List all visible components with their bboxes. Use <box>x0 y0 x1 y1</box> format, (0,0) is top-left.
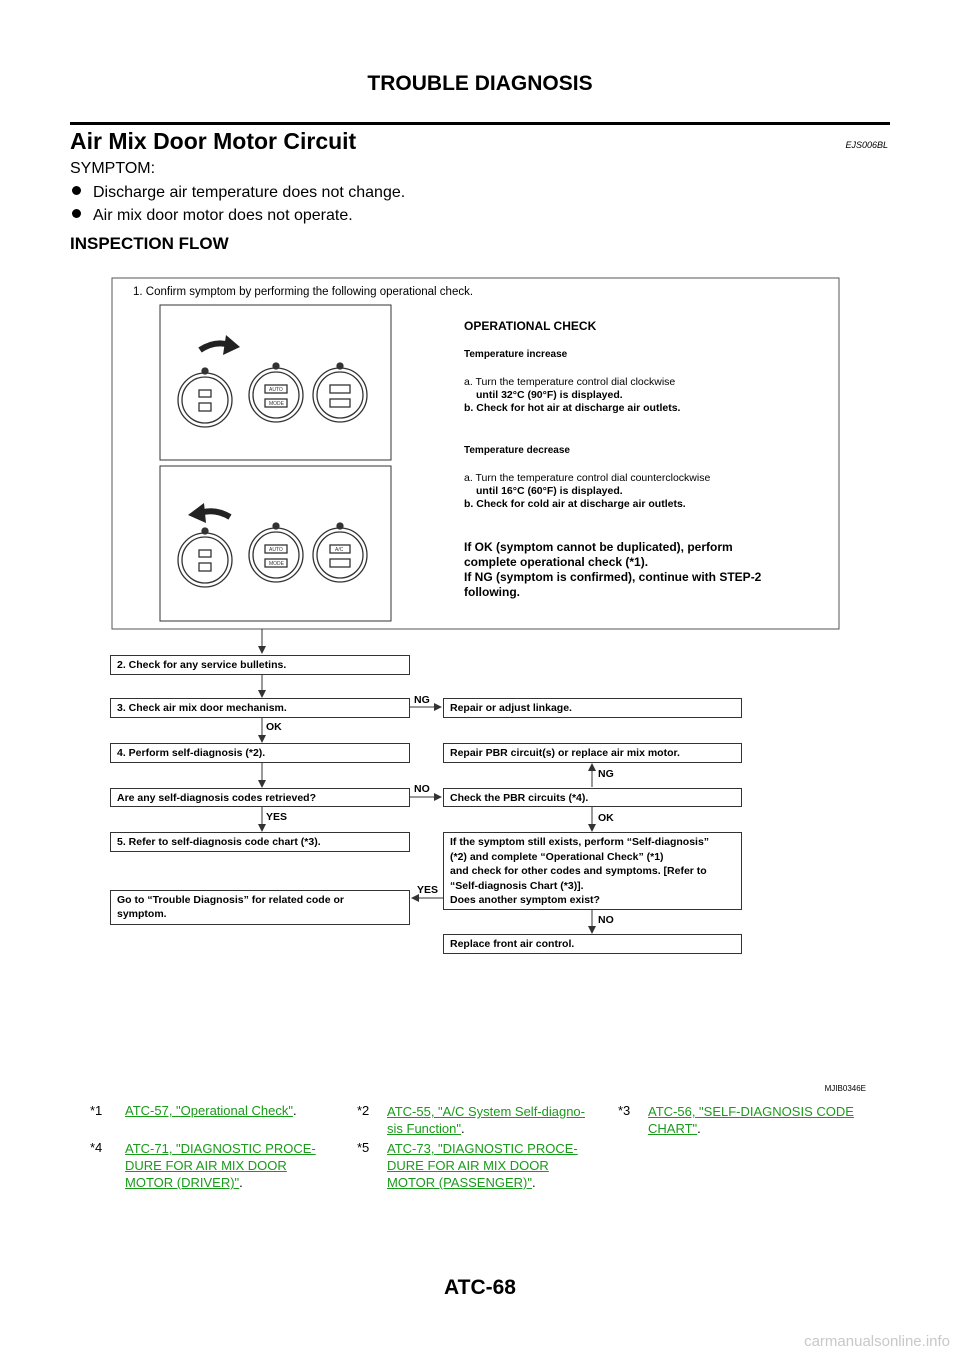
flow-label-ng: NG <box>598 768 614 780</box>
watermark: carmanualsonline.info <box>804 1333 950 1350</box>
footnote-4: ATC-71, "DIAGNOSTIC PROCE- DURE FOR AIR MIX DOOR MOTOR (DRIVER)". <box>125 1141 316 1190</box>
op-check-title: OPERATIONAL CHECK <box>464 319 597 333</box>
footnote-2: ATC-55, "A/C System Self-diagno- sis Function". <box>387 1104 585 1136</box>
op-result-line: If OK (symptom cannot be duplicated), perform <box>464 540 733 554</box>
footnote-link[interactable]: MOTOR (PASSENGER)" <box>387 1175 532 1190</box>
flow-label-ok: OK <box>598 812 614 824</box>
flow-label-yes: YES <box>417 884 439 896</box>
dial-label-mode: MODE <box>269 561 284 567</box>
footnote-link[interactable]: ATC-55, "A/C System Self-diagno- <box>387 1104 585 1119</box>
footnote-5: ATC-73, "DIAGNOSTIC PROCE- DURE FOR AIR MIX DOOR MOTOR (PASSENGER)". <box>387 1141 578 1190</box>
figure-code: MJIB0346E <box>824 1084 866 1093</box>
section-code: EJS006BL <box>845 140 888 150</box>
dial-label-ac: A/C <box>335 547 344 553</box>
flow-label-no: NO <box>598 914 614 926</box>
temp-decrease-step-b: b. Check for cold air at discharge air outlets. <box>464 498 686 510</box>
footnote-3: ATC-56, "SELF-DIAGNOSIS CODE CHART". <box>648 1104 854 1136</box>
footnote-link[interactable]: DURE FOR AIR MIX DOOR <box>125 1158 287 1173</box>
footnote-link[interactable]: DURE FOR AIR MIX DOOR <box>387 1158 549 1173</box>
flow-label-ng: NG <box>414 694 430 706</box>
flow-replace-front-control: Replace front air control. <box>443 934 742 954</box>
footnote-num: *3 <box>618 1103 631 1118</box>
temp-decrease-title: Temperature decrease <box>464 445 570 456</box>
flow-step-4: 4. Perform self-diagnosis (*2). <box>110 743 410 763</box>
flow-repair-pbr: Repair PBR circuit(s) or replace air mix motor. <box>443 743 742 763</box>
flow-check-pbr: Check the PBR circuits (*4). <box>443 788 742 807</box>
control-panel-illustration <box>160 305 391 621</box>
section-title: Air Mix Door Motor Circuit <box>70 128 357 154</box>
flow-label-ok: OK <box>266 721 282 733</box>
temp-decrease-step-a-cont: until 16°C (60°F) is displayed. <box>476 485 623 497</box>
temp-increase-step-a: a. Turn the temperature control dial clockwise <box>464 376 676 388</box>
footnote-link[interactable]: CHART" <box>648 1121 698 1136</box>
flow-label-no: NO <box>414 783 430 795</box>
footnote-num: *2 <box>357 1103 370 1118</box>
page-header-title: TROUBLE DIAGNOSIS <box>367 72 593 95</box>
footnote-1: ATC-57, "Operational Check". <box>125 1103 297 1118</box>
flow-goto-trouble-diagnosis: Go to “Trouble Diagnosis” for related code or symptom. <box>110 890 410 925</box>
footnote-link[interactable]: MOTOR (DRIVER)" <box>125 1175 240 1190</box>
dial-label-mode: MODE <box>269 401 284 407</box>
op-result-line: complete operational check (*1). <box>464 555 649 569</box>
footnote-num: *4 <box>90 1140 103 1155</box>
op-result-line: If NG (symptom is confirmed), continue with STEP-2 <box>464 570 762 584</box>
footnote-link[interactable]: sis Function" <box>387 1121 461 1136</box>
footnote-link[interactable]: ATC-73, "DIAGNOSTIC PROCE- <box>387 1141 578 1156</box>
page-number: ATC-68 <box>444 1276 516 1299</box>
temp-decrease-step-a: a. Turn the temperature control dial counterclockwise <box>464 472 711 484</box>
flow-symptom-still-exists: If the symptom still exists, perform “Self-diagnosis” (*2) and complete “Operational Check” (*1) and check for other codes and symptoms. [Refer to “Self-diagnosis Chart (*3)]. Does another symptom exist? <box>443 832 742 910</box>
dial-label-auto: AUTO <box>269 547 283 553</box>
flow-step-2: 2. Check for any service bulletins. <box>110 655 410 675</box>
footnote-link[interactable]: ATC-71, "DIAGNOSTIC PROCE- <box>125 1141 316 1156</box>
inspection-flow-heading: INSPECTION FLOW <box>70 234 229 253</box>
dial-label-auto: AUTO <box>269 387 283 393</box>
footnote-link[interactable]: ATC-57, "Operational Check" <box>125 1103 293 1118</box>
symptom-label: SYMPTOM: <box>70 160 156 177</box>
temp-increase-title: Temperature increase <box>464 349 568 360</box>
footnote-link[interactable]: ATC-56, "SELF-DIAGNOSIS CODE <box>648 1104 854 1119</box>
step1-text: 1. Confirm symptom by performing the following operational check. <box>133 286 474 298</box>
op-result-line: following. <box>464 585 520 599</box>
flow-codes-question: Are any self-diagnosis codes retrieved? <box>110 788 410 807</box>
flow-label-yes: YES <box>266 811 288 823</box>
footnote-num: *1 <box>90 1103 103 1118</box>
footnote-num: *5 <box>357 1140 370 1155</box>
temp-increase-step-b: b. Check for hot air at discharge air outlets. <box>464 402 681 414</box>
flow-repair-linkage: Repair or adjust linkage. <box>443 698 742 718</box>
symptom-item: Air mix door motor does not operate. <box>72 207 353 225</box>
temp-increase-step-a-cont: until 32°C (90°F) is displayed. <box>476 389 623 401</box>
flow-step-3: 3. Check air mix door mechanism. <box>110 698 410 718</box>
symptom-item: Discharge air temperature does not change. <box>72 184 405 202</box>
flow-step-5: 5. Refer to self-diagnosis code chart (*3). <box>110 832 410 852</box>
